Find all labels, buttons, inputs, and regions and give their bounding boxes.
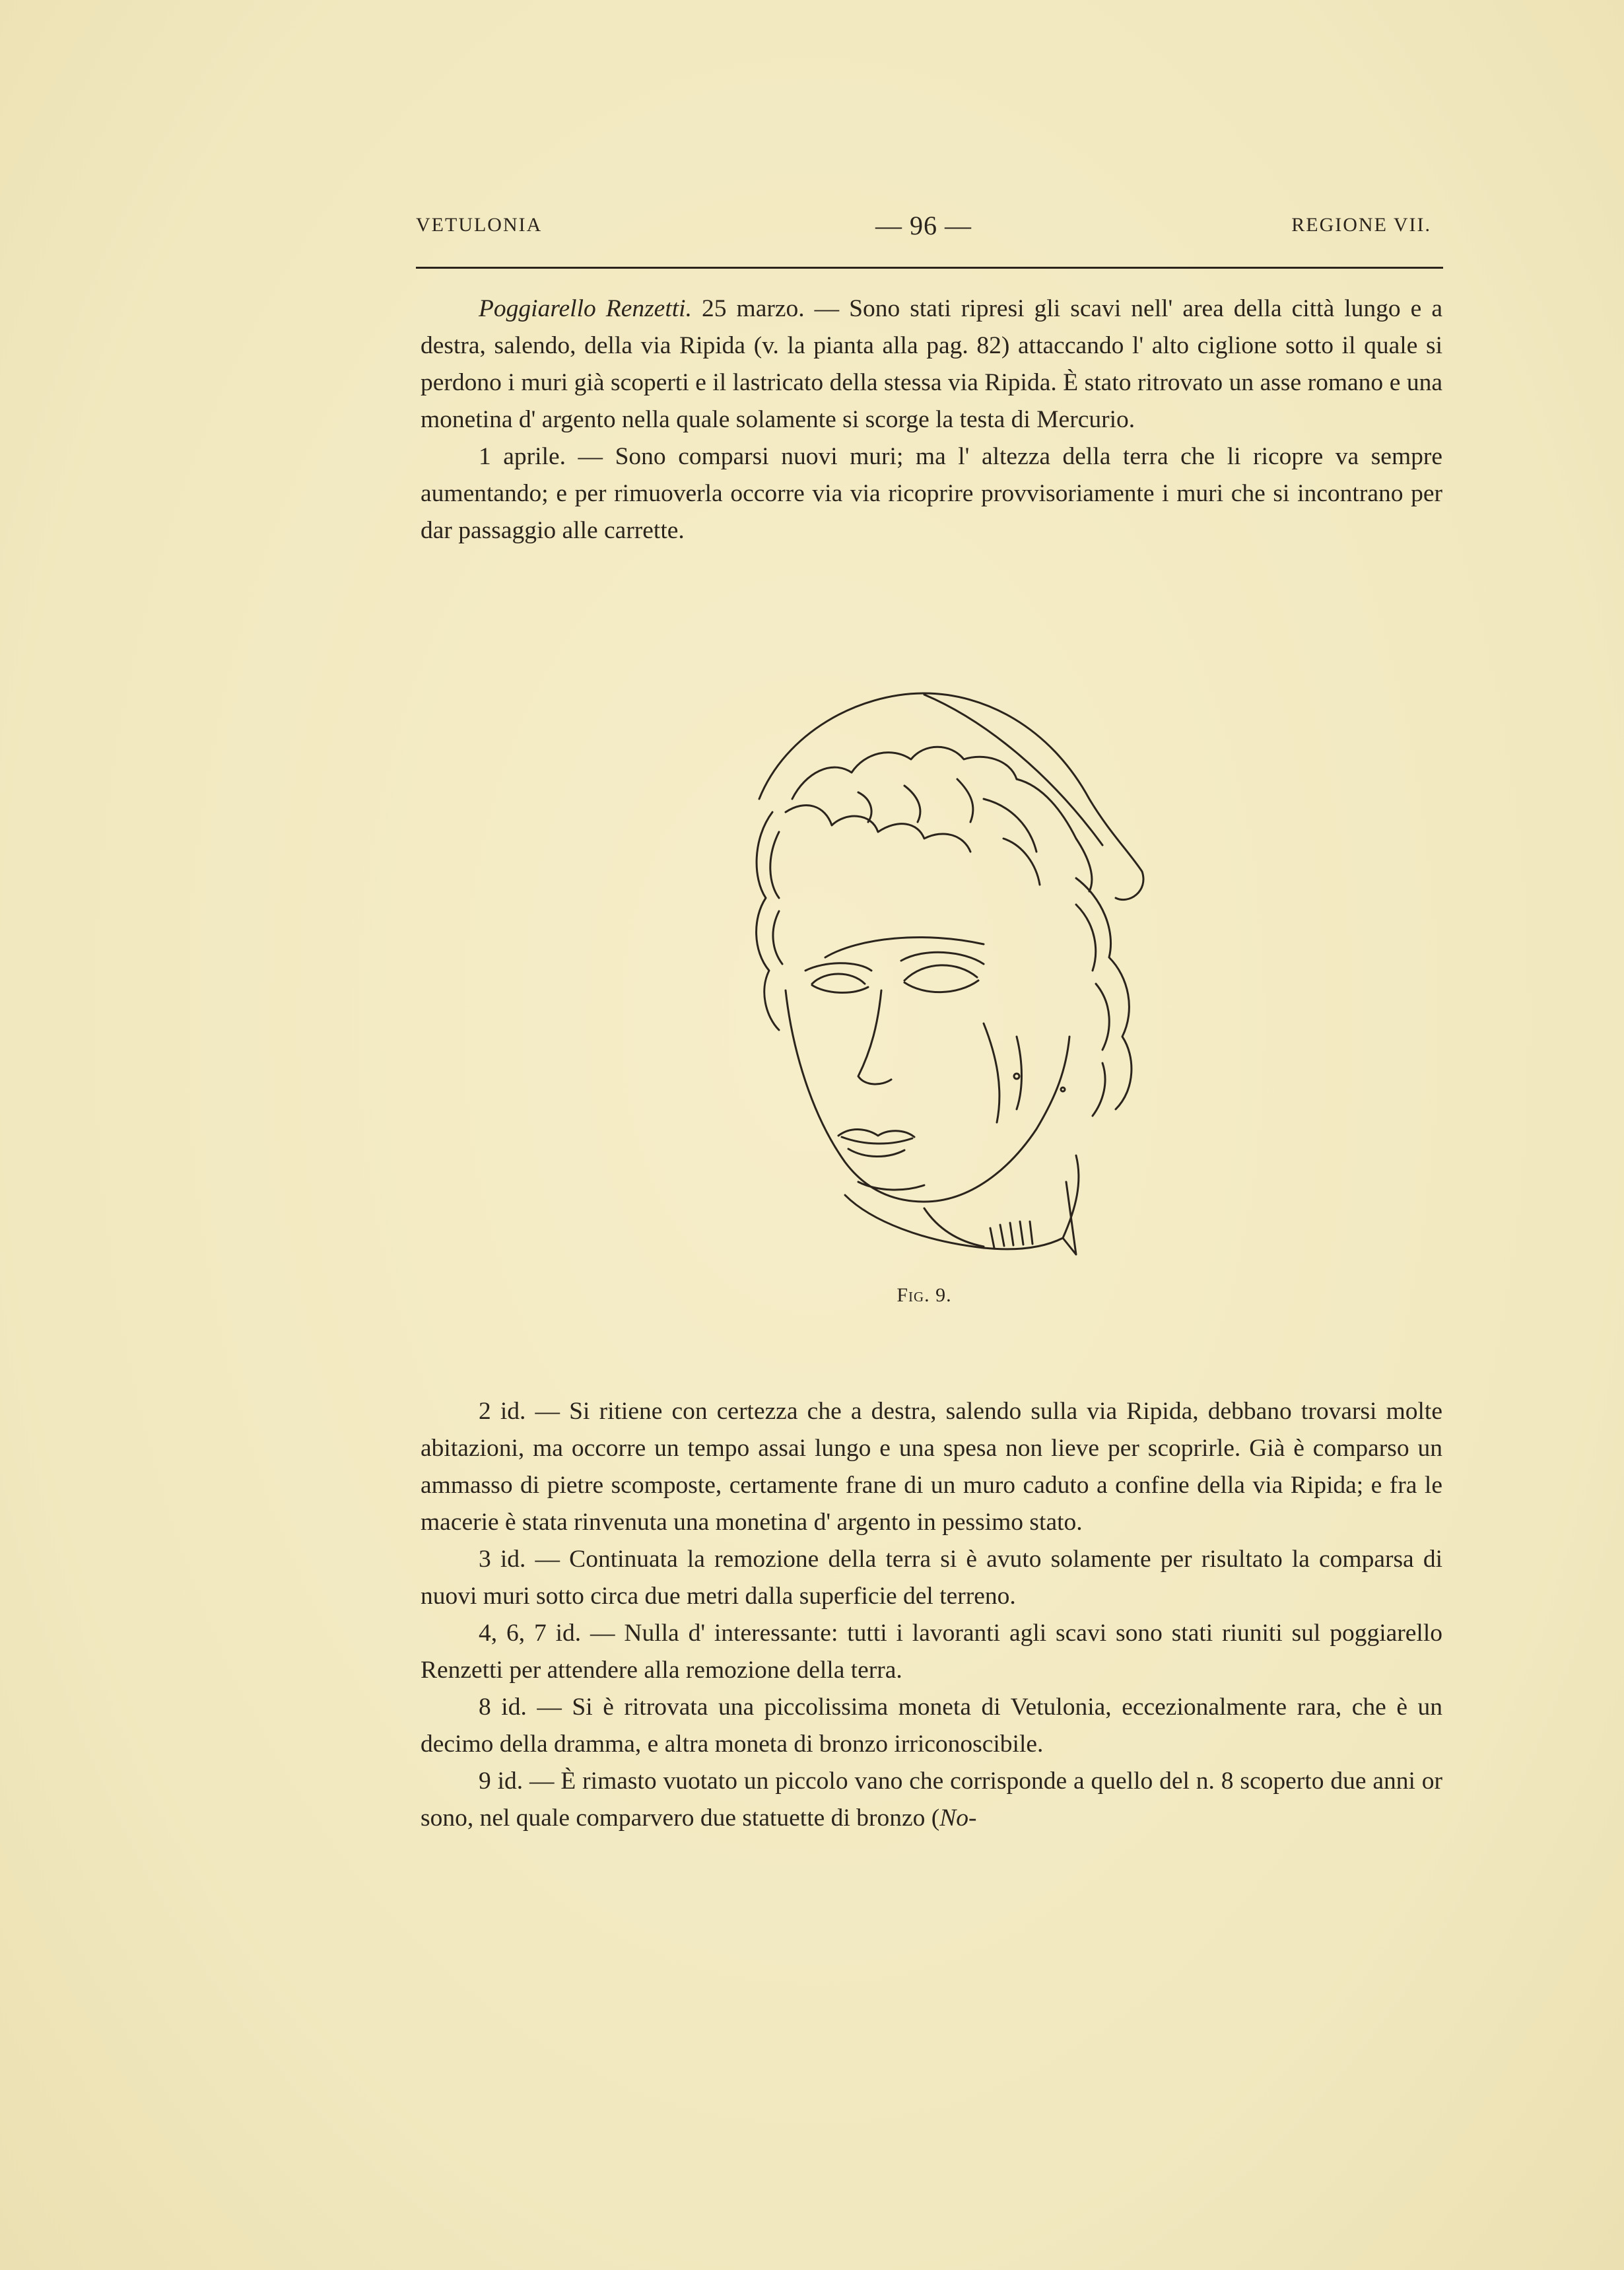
paragraph-text: 1 aprile. — Sono comparsi nuovi muri; ma l' altezza della terra che li ricopre va sempre aumentando; e per rimuoverla occorre via via ricoprire provvisoriamente i muri che si incontrano per dar passaggio alle carrette. <box>421 443 1442 544</box>
paragraph-tail: No- <box>939 1805 977 1832</box>
paragraph: 2 id. — Si ritiene con certezza che a destra, salendo sulla via Ripida, debbano trovarsi molte abitazioni, ma occorre un tempo assai lungo e una spesa non lieve per scoprirle. Già è comparso un ammasso di pietre scomposte, certamente frane di un muro caduto a confine della via Ripida; e fra le macerie è stata rinvenuta una monetina d' argento in pessimo stato. <box>421 1398 1442 1536</box>
header-rule <box>416 267 1443 269</box>
header-right: REGIONE VII. <box>1291 214 1431 236</box>
paragraph: 3 id. — Continuata la remozione della terra si è avuto solamente per risultato la comparsa di nuovi muri sotto circa due metri dalla superficie del terreno. <box>421 1546 1442 1610</box>
text-block-top <box>421 291 1442 549</box>
paragraph: 4, 6, 7 id. — Nulla d' interessante: tutti i lavoranti agli scavi sono stati riuniti sul poggiarello Renzetti per attendere alla remozione della terra. <box>421 1620 1442 1684</box>
female-head-drawing-icon <box>706 680 1168 1261</box>
text-block-bottom <box>421 1393 1442 1837</box>
paragraph-text: 9 id. — È rimasto vuotato un piccolo vano che corrisponde a quello del n. 8 scoperto due anni or sono, nel quale comparvero due statuette di bronzo ( <box>421 1768 1442 1832</box>
paragraph <box>421 291 1442 438</box>
running-header <box>416 210 1431 243</box>
place-name: Poggiarello Renzetti. <box>479 295 692 322</box>
page-number: — 96 — <box>875 211 972 240</box>
paragraph: 8 id. — Si è ritrovata una piccolissima moneta di Vetulonia, eccezionalmente rara, che è un decimo della dramma, e altra moneta di bronzo irriconoscibile. <box>421 1694 1442 1758</box>
paragraph <box>421 438 1442 549</box>
header-left: VETULONIA <box>416 214 543 236</box>
figure-caption: Fig. 9. <box>897 1284 952 1306</box>
paragraph-text: 25 marzo. — Sono stati ripresi gli scavi nell' area della città lungo e a destra, salendo, della via Ripida (v. la pianta alla pag. 82) attaccando l' alto ciglione sotto il quale si perdono i muri già scoperti e il lastricato della stessa via Ripida. È stato ritrovato un asse romano e una monetina d' argento nella quale solamente si scorge la testa di Mercurio. <box>421 295 1442 433</box>
paragraph <box>421 1763 1442 1837</box>
